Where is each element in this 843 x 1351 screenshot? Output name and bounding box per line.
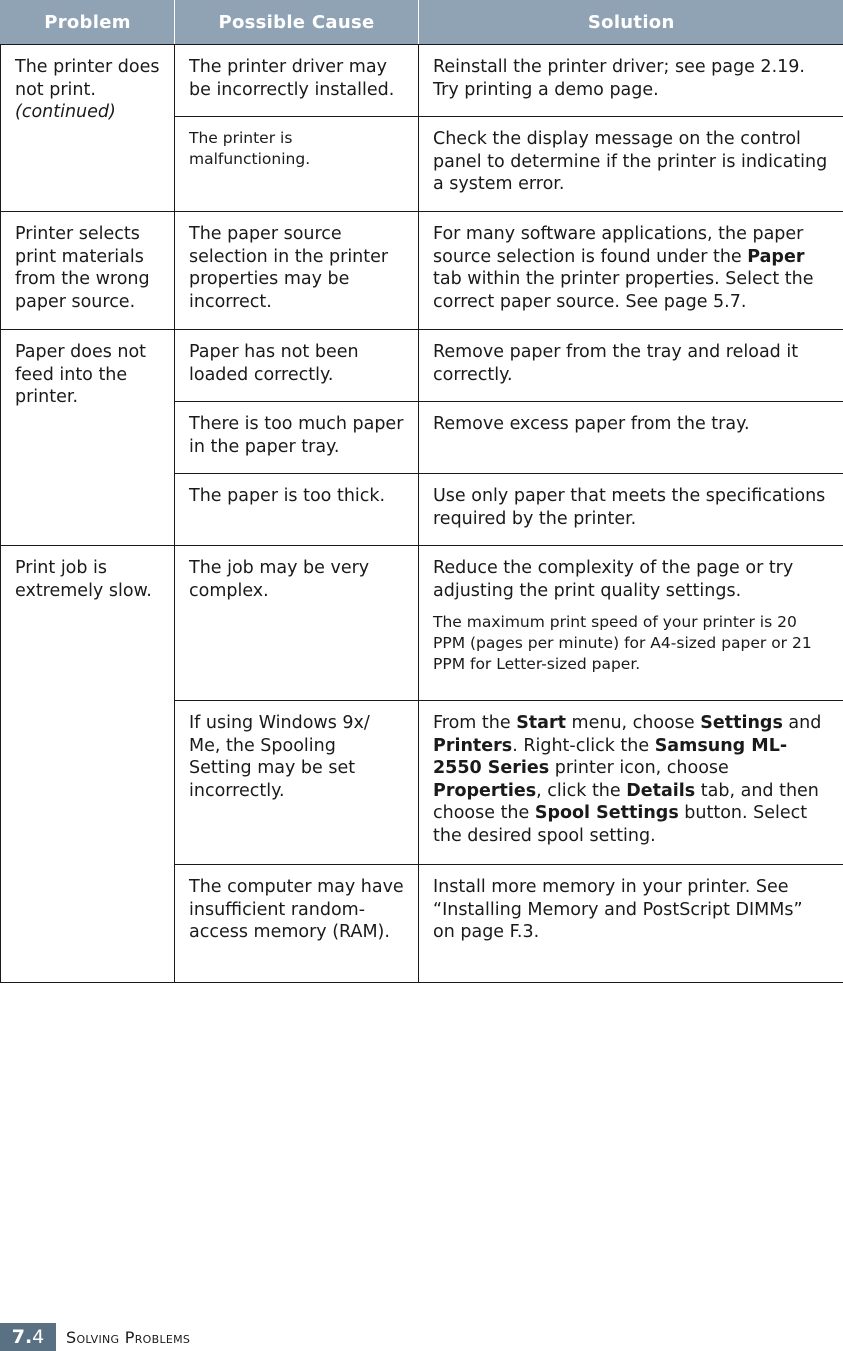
chapter-title — [66, 1327, 190, 1349]
page-index: 4 — [32, 1326, 45, 1348]
solution-text: and — [782, 713, 822, 733]
table-row — [1, 330, 843, 402]
problem-cell: Printer selects print materials from the wrong paper source. — [1, 212, 175, 330]
page-number-tab — [0, 1323, 56, 1351]
cause-cell: The computer may have insufficient random-access memory (RAM). — [175, 865, 419, 983]
solution-cell: Install more memory in your printer. See “Installing Memory and PostScript DIMMs” on page F.3. — [419, 865, 843, 983]
solution-cell: Remove paper from the tray and reload it correctly. — [419, 330, 843, 402]
solution-cell: Use only paper that meets the specifications required by the printer. — [419, 474, 843, 546]
cause-cell: The job may be very complex. — [175, 546, 419, 701]
start-menu-name: Start — [516, 713, 566, 733]
table-row — [1, 546, 843, 701]
page-footer — [0, 1323, 843, 1351]
cause-cell: If using Windows 9x/ Me, the Spooling Setting may be set incorrectly. — [175, 701, 419, 865]
details-tab-name: Details — [626, 780, 696, 801]
table-header-row — [1, 0, 843, 45]
cause-cell: The printer driver may be incorrectly installed. — [175, 45, 419, 117]
solution-text: printer icon, choose — [549, 758, 729, 778]
cause-cell: The printer is malfunctioning. — [175, 117, 419, 212]
solution-text: , click the — [536, 780, 627, 801]
header-solution: Solution — [419, 0, 843, 45]
problem-cell: Print job is extremely slow. — [1, 546, 175, 983]
paper-tab-name: Paper — [747, 246, 805, 267]
problem-text: The printer does not print. — [15, 57, 160, 100]
solution-cell — [419, 212, 843, 330]
solution-text: tab within the printer properties. Select the correct paper source. See page 5.7. — [433, 269, 814, 312]
solution-cell — [419, 701, 843, 865]
spool-settings-button-name: Spool Settings — [534, 803, 679, 823]
solution-text: button. Select the desired spool setting. — [433, 803, 808, 846]
solution-text: For many software applications, the paper source selection is found under the — [433, 224, 804, 267]
solution-cell: Check the display message on the control panel to determine if the printer is indicating a system error. — [419, 117, 843, 212]
header-possible-cause: Possible Cause — [175, 0, 419, 45]
settings-menu-name: Settings — [700, 713, 783, 733]
solution-text: tab, and then choose the — [433, 780, 819, 823]
solution-cell: Reinstall the printer driver; see page 2.19. Try printing a demo page. — [419, 45, 843, 117]
cause-cell: The paper is too thick. — [175, 474, 419, 546]
table-row — [1, 212, 843, 330]
solution-text: menu, choose — [565, 713, 701, 733]
cause-cell: The paper source selection in the printer properties may be incorrect. — [175, 212, 419, 330]
solution-text: From the — [433, 713, 517, 733]
solution-text: Reduce the complexity of the page or try adjusting the print quality settings. — [433, 558, 794, 601]
problem-cell: Paper does not feed into the printer. — [1, 330, 175, 546]
properties-menu-name: Properties — [433, 780, 537, 801]
table-row — [1, 45, 843, 117]
problem-continued-note: (continued) — [15, 102, 116, 122]
printers-menu-name: Printers — [433, 735, 513, 756]
print-speed-note: The maximum print speed of your printer is 20 PPM (pages per minute) for A4-sized paper or 21 PPM for Letter-sized paper. — [433, 613, 812, 673]
cause-cell: There is too much paper in the paper tray. — [175, 402, 419, 474]
solution-cell — [419, 546, 843, 701]
cause-cell: Paper has not been loaded correctly. — [175, 330, 419, 402]
header-problem: Problem — [1, 0, 175, 45]
chapter-title-text: Solving Problems — [66, 1328, 191, 1347]
solution-text: . Right-click the — [512, 735, 655, 756]
problem-cell — [1, 45, 175, 212]
chapter-number: 7. — [11, 1326, 33, 1348]
solution-cell: Remove excess paper from the tray. — [419, 402, 843, 474]
printer-model-name: Samsung ML-2550 Series — [433, 735, 788, 778]
